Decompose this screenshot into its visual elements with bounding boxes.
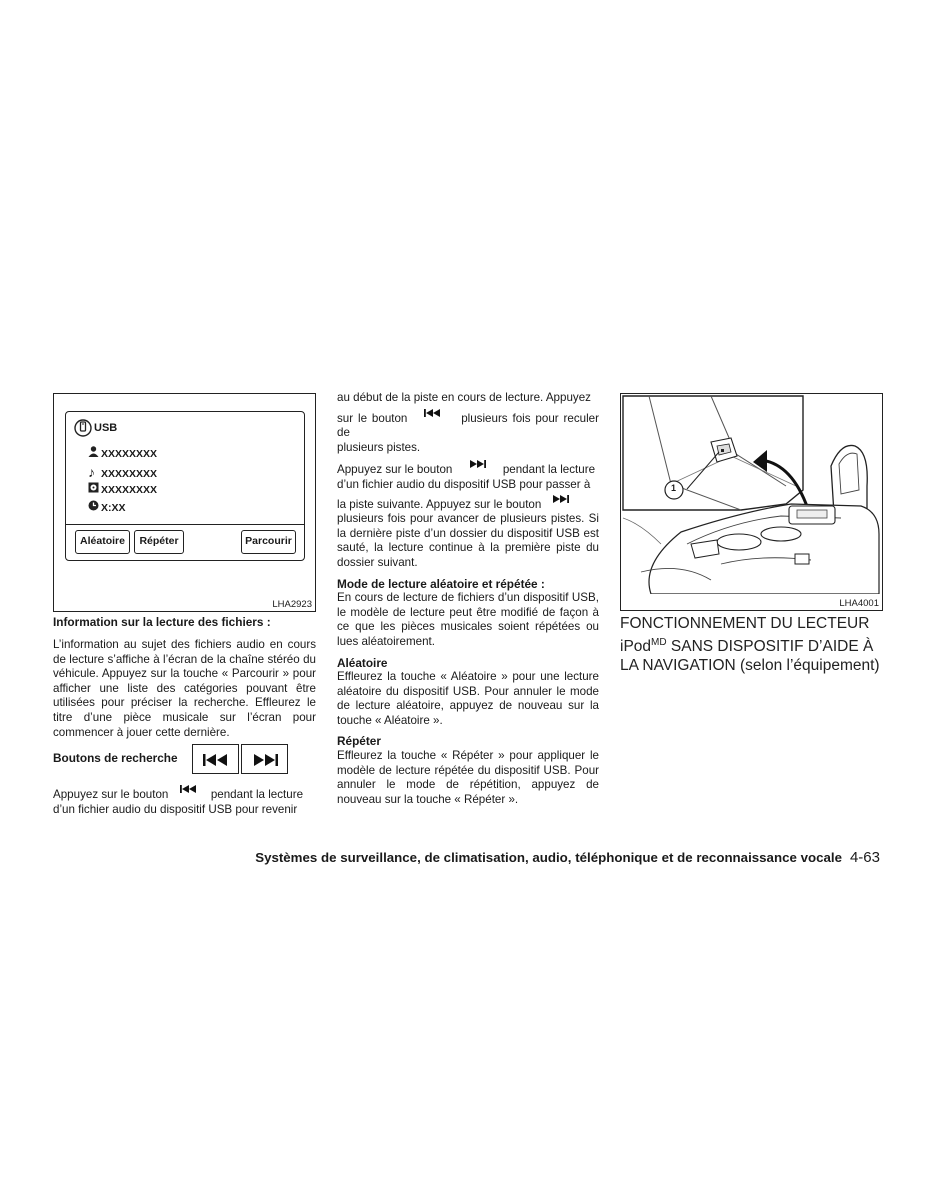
title-value: XXXXXXXX	[101, 468, 158, 480]
mode-heading: Mode de lecture aléatoire et répétée :	[337, 576, 545, 591]
section-title: FONCTIONNEMENT DU LECTEUR iPod$^{MD}$ SANS DISPOSITIF D’AIDE À LA NAVIGATION (selon l’équipement)	[620, 615, 880, 675]
clock-icon	[88, 500, 101, 514]
skip-back-icon	[172, 785, 208, 794]
screen-title: USB	[94, 422, 118, 434]
page-footer	[255, 849, 880, 866]
seek-previous-icon	[201, 753, 231, 767]
page-number: 4-63	[849, 849, 880, 866]
seek-heading: Boutons de recherche	[53, 751, 178, 765]
random-heading: Aléatoire	[337, 655, 388, 670]
middle-p2-line2: d’un fichier audio du dispositif USB pour passer à	[337, 477, 591, 491]
skip-forward-icon	[456, 460, 500, 469]
middle-p1-line2: sur le bouton plusieurs fois pour reculer de	[337, 409, 599, 441]
middle-p2-line1: Appuyez sur le bouton pendant la lecture	[337, 460, 599, 478]
seek-next-icon	[250, 753, 280, 767]
repeat-heading: Répéter	[337, 734, 381, 749]
album-icon	[88, 482, 101, 496]
time-value: X:XX	[101, 502, 126, 514]
figure-code: LHA4001	[839, 598, 879, 609]
browse-button[interactable]: Parcourir	[241, 530, 296, 554]
middle-p2-rest: plusieurs fois pour avancer de plusieurs pistes. Si la dernière piste d’un dossier du dispositif USB est sauté, la lecture continue à la première piste du dossier suivant.	[337, 512, 599, 569]
repeat-button[interactable]: Répéter	[134, 530, 184, 554]
middle-p1-line1: au début de la piste en cours de lecture. Appuyez	[337, 391, 591, 404]
seek-next-button	[241, 744, 288, 774]
middle-p2-line3: la piste suivante. Appuyez sur le bouton	[337, 495, 599, 513]
track-time-row	[88, 500, 126, 514]
info-heading: Information sur la lecture des fichiers :	[53, 615, 271, 629]
info-paragraph: L’information au sujet des fichiers audio en cours de lecture s’affiche à l’écran de la chaîne stéréo du véhicule. Appuyez sur la touche « Parcourir » pour afficher une liste des catégories pouvant être utilisées pour préciser la recherche. Effleurez le titre d’une pièce musicale sur l’écran pour commencer à jouer cette dernière.	[53, 638, 316, 739]
person-icon	[88, 446, 101, 460]
track-album-row	[88, 482, 157, 496]
figure-code: LHA2923	[272, 599, 312, 610]
seek-paragraph: Appuyez sur le bouton pendant la lecture d’un fichier audio du dispositif USB pour revenir	[53, 785, 316, 817]
callout-number: 1	[671, 483, 677, 493]
random-button[interactable]: Aléatoire	[75, 530, 130, 554]
album-value: XXXXXXXX	[101, 484, 158, 496]
mode-paragraph: En cours de lecture de fichiers d’un dispositif USB, le modèle de lecture peut être modifié de façon à ce que les pièces musicales soient répétées ou lues aléatoirement.	[337, 591, 599, 648]
usb-screen-figure	[53, 393, 316, 612]
random-paragraph: Effleurez la touche « Aléatoire » pour une lecture aléatoire du dispositif USB. Pour annuler le mode de lecture aléatoire, appuyez de nouveau sur la touche « Aléatoire ».	[337, 670, 599, 727]
usb-screen	[65, 411, 305, 561]
middle-p1-line3: plusieurs pistes.	[337, 440, 421, 454]
seek-previous-button	[192, 744, 239, 774]
track-artist-row	[88, 446, 157, 460]
track-title-row	[88, 464, 157, 480]
skip-forward-icon	[545, 495, 575, 504]
artist-value: XXXXXXXX	[101, 448, 158, 460]
center-console-illustration	[621, 394, 882, 594]
button-bar-divider	[66, 524, 304, 525]
skip-back-icon	[412, 409, 456, 418]
usb-icon	[74, 418, 92, 438]
middle-column	[337, 391, 599, 807]
console-illustration-figure	[620, 393, 883, 611]
footer-chapter-title: Systèmes de surveillance, de climatisation, audio, téléphonique et de reconnaissance vocale	[255, 850, 842, 865]
music-note-icon: ♪	[88, 464, 95, 480]
repeat-paragraph: Effleurez la touche « Répéter » pour appliquer le modèle de lecture répétée du dispositif USB. Pour annuler le mode de répétition, appuyez de nouveau sur la touche « Répéter ».	[337, 749, 599, 806]
